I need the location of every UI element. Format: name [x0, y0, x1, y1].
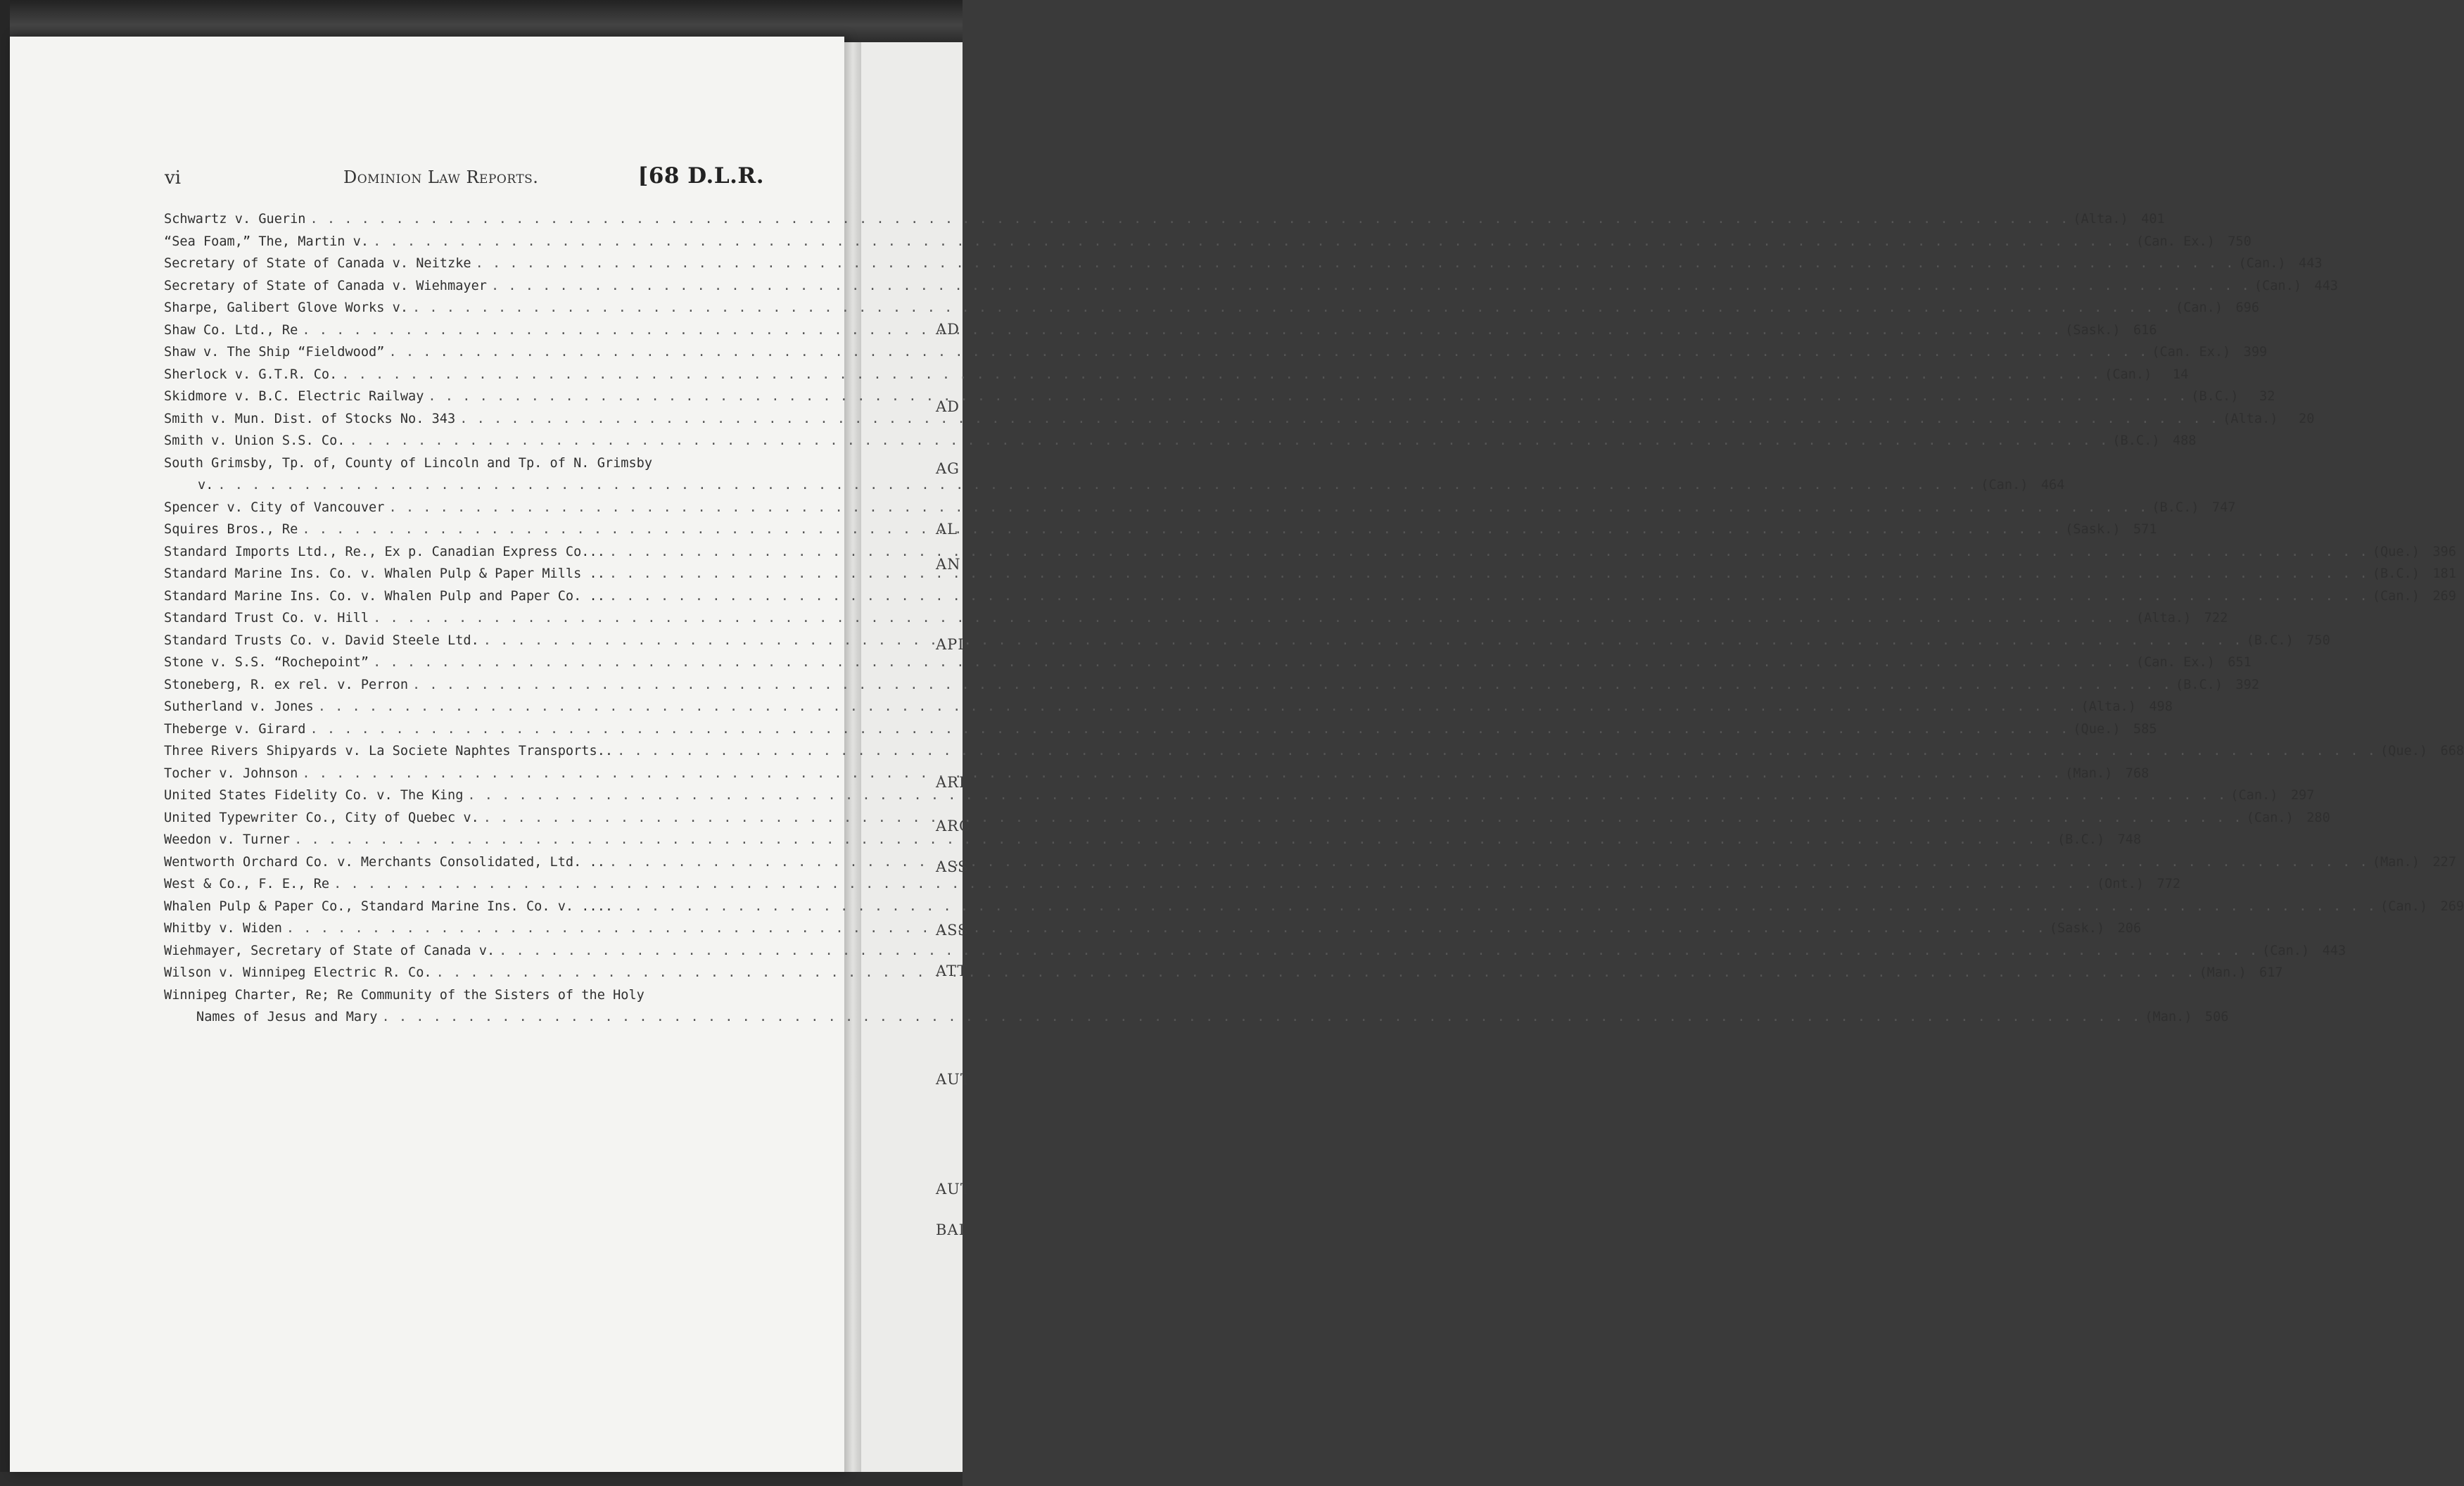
court-abbreviation: (Alta.) [2081, 699, 2136, 714]
court-abbreviation: (Ont.) [2096, 877, 2145, 891]
leader-dots [467, 785, 2226, 807]
scan-left-border [0, 0, 10, 1486]
court-abbreviation: (Man.) [2145, 1010, 2192, 1024]
case-name: Standard Marine Ins. Co. v. Whalen Pulp & Paper Mills .. [164, 566, 605, 581]
page-reference: 227 [2432, 854, 2456, 870]
case-name-continued: v. [198, 478, 214, 493]
leader-dots [483, 807, 2242, 830]
case-name: Standard Imports Ltd., Re., Ex p. Canadian Express Co... [164, 544, 605, 559]
court-abbreviation: (Que.) [2380, 744, 2428, 758]
case-name: Wiehmayer, Secretary of State of Canada v. [164, 943, 495, 958]
case-name: Three Rivers Shipyards v. La Societe Naphtes Transports.. [164, 744, 614, 758]
facing-page-fragment: AD [936, 398, 960, 415]
facing-page-fragment: AG [936, 460, 960, 477]
leader-dots [483, 630, 2242, 652]
index-entry [164, 297, 2260, 319]
case-name: Sharpe, Galibert Glove Works v. [164, 300, 409, 315]
facing-page-fragment: AUT [936, 1181, 971, 1198]
court-abbreviation: (Alta.) [2073, 212, 2128, 227]
case-name: Secretary of State of Canada v. Neitzke [164, 256, 471, 271]
case-name: Wilson v. Winnipeg Electric R. Co. [164, 965, 432, 980]
facing-page-fragment: ASS [936, 922, 969, 939]
index-entry [164, 563, 2456, 585]
running-head [165, 163, 764, 194]
case-name: Standard Marine Ins. Co. v. Whalen Pulp and Paper Co. .. [164, 588, 605, 604]
index-entry [164, 652, 2252, 674]
court-abbreviation: (Que.) [2073, 721, 2121, 737]
page-reference: 616 [2133, 322, 2157, 338]
index-entry [164, 497, 2236, 519]
leader-dots [294, 829, 2053, 851]
court-abbreviation: (Can.) [2380, 898, 2428, 914]
index-entry [164, 341, 2268, 364]
case-name: Winnipeg Charter, Re; Re Community of the Sisters of the Holy [164, 987, 644, 1003]
page-reference: 206 [2117, 921, 2142, 936]
index-entry [164, 896, 2464, 918]
court-abbreviation: (Can.) [2104, 367, 2152, 382]
court-abbreviation: (Can. Ex.) [2152, 345, 2231, 360]
court-abbreviation: (Man.) [2065, 766, 2113, 781]
case-name: Standard Trust Co. v. Hill [164, 611, 369, 625]
index-entry [164, 541, 2456, 564]
court-abbreviation: (Can.) [2262, 943, 2310, 958]
case-name: Whitby v. Widen [164, 921, 282, 936]
facing-page-fragment: BAI [936, 1221, 965, 1238]
page-reference: 498 [2149, 699, 2173, 714]
page-reference: 747 [2211, 500, 2236, 515]
case-name: West & Co., F. E., Re [164, 877, 330, 891]
page-reference: 399 [2243, 345, 2268, 360]
case-name: South Grimsby, Tp. of, County of Lincoln and Tp. of N. Grimsby [164, 455, 653, 471]
index-entry [164, 275, 2339, 298]
index-entry [164, 231, 2252, 253]
case-name: United Typewriter Co., City of Quebec v. [164, 810, 479, 825]
court-abbreviation: (B.C.) [2372, 566, 2420, 581]
index-entry [164, 253, 2323, 275]
case-name: Smith v. Mun. Dist. of Stocks No. 343 [164, 411, 456, 426]
facing-page-fragment: AL [936, 521, 958, 538]
court-abbreviation: (Que.) [2372, 544, 2420, 559]
index-entry [164, 829, 2142, 851]
case-name: United States Fidelity Co. v. The King [164, 788, 464, 803]
court-abbreviation: (Sask.) [2065, 522, 2121, 537]
page-reference: 651 [2228, 655, 2252, 670]
court-abbreviation: (B.C.) [2112, 433, 2160, 448]
court-abbreviation: (B.C.) [2175, 677, 2223, 692]
court-abbreviation: (Man.) [2372, 854, 2420, 870]
index-entry [164, 208, 2165, 231]
leader-dots [373, 652, 2132, 674]
leader-dots [459, 408, 2218, 431]
leader-dots [217, 474, 1976, 497]
index-entry [164, 674, 2260, 697]
leader-dots [617, 740, 2376, 763]
leader-dots [609, 585, 2368, 608]
court-abbreviation: (Can. Ex.) [2135, 234, 2215, 249]
leader-dots [334, 873, 2093, 896]
leader-dots [373, 607, 2132, 630]
leader-dots [609, 563, 2368, 585]
page-reference: 14 [2172, 367, 2189, 382]
index-entry [164, 740, 2464, 763]
leader-dots [341, 364, 2100, 386]
page-reference: 617 [2259, 965, 2283, 980]
page-reference: 464 [2040, 478, 2065, 493]
index-entry [164, 607, 2228, 630]
facing-page-fragment: API [936, 636, 965, 653]
leader-dots [499, 940, 2258, 963]
case-name: Spencer v. City of Vancouver [164, 500, 385, 515]
leader-dots [609, 851, 2368, 874]
leader-dots [302, 319, 2061, 342]
leader-dots [609, 541, 2368, 564]
court-abbreviation: (Sask.) [2049, 921, 2105, 936]
leader-dots [436, 962, 2195, 984]
leader-dots [617, 896, 2376, 918]
leader-dots [388, 341, 2147, 364]
case-name: Tocher v. Johnson [164, 766, 298, 781]
court-abbreviation: (Can.) [1981, 478, 2028, 493]
page-reference: 401 [2141, 212, 2165, 227]
court-abbreviation: (Alta.) [2135, 611, 2192, 625]
index-entry [164, 873, 2181, 896]
facing-page-fragment: ARC [936, 818, 972, 834]
case-name: Shaw v. The Ship “Fieldwood” [164, 345, 385, 360]
case-name: Stoneberg, R. ex rel. v. Perron [164, 677, 409, 692]
page-reference: 181 [2432, 566, 2456, 581]
court-abbreviation: (B.C.) [2191, 389, 2239, 404]
court-abbreviation: (Alta.) [2223, 411, 2278, 426]
index-entry [164, 940, 2346, 963]
page-reference: 443 [2314, 278, 2339, 293]
court-abbreviation: (B.C.) [2057, 832, 2105, 847]
journal-title: Dominion Law Reports. [343, 167, 539, 187]
index-entry [164, 364, 2189, 386]
court-abbreviation: (Can.) [2175, 300, 2223, 315]
page-reference: 297 [2290, 788, 2315, 803]
page-reference: 668 [2440, 744, 2464, 758]
case-name: Stone v. S.S. “Rochepoint” [164, 655, 369, 670]
leader-dots [302, 763, 2061, 785]
case-name: Shaw Co. Ltd., Re [164, 322, 298, 338]
page-reference: 748 [2117, 832, 2142, 847]
page-reference: 722 [2204, 611, 2228, 625]
case-name: Skidmore v. B.C. Electric Railway [164, 389, 424, 404]
leader-dots [381, 1006, 2140, 1029]
court-abbreviation: (Can.) [2238, 256, 2286, 271]
court-abbreviation: (Man.) [2199, 965, 2247, 980]
case-name: Sutherland v. Jones [164, 699, 314, 714]
index-entry [164, 408, 2315, 431]
case-name: Standard Trusts Co. v. David Steele Ltd. [164, 633, 479, 648]
page-reference: 772 [2157, 877, 2181, 891]
court-abbreviation: (Can.) [2246, 810, 2294, 825]
page-reference: 280 [2306, 810, 2330, 825]
case-name: Theberge v. Girard [164, 721, 306, 737]
leader-dots [310, 718, 2069, 741]
case-name: Squires Bros., Re [164, 522, 298, 537]
leader-dots [302, 519, 2061, 541]
index-entry [164, 718, 2157, 741]
facing-page-fragment: AD [936, 321, 960, 338]
index-entry [164, 585, 2456, 608]
court-abbreviation: (B.C.) [2152, 500, 2199, 515]
leader-dots [310, 208, 2069, 231]
leader-dots [318, 696, 2077, 718]
leader-dots [476, 253, 2235, 275]
case-name: Weedon v. Turner [164, 832, 291, 847]
index-entry [164, 430, 2197, 452]
volume-number: [68 D.L.R. [637, 163, 764, 189]
facing-page-fragment: ASS [936, 858, 969, 875]
leader-dots [428, 386, 2187, 408]
leader-dots [412, 297, 2171, 319]
leader-dots [412, 674, 2171, 697]
page-reference: 506 [2204, 1010, 2229, 1024]
page-reference: 750 [2306, 633, 2330, 648]
page-reference: 443 [2322, 943, 2346, 958]
page-reference: 396 [2432, 544, 2456, 559]
scan-top-border [0, 0, 963, 42]
case-name: Sherlock v. G.T.R. Co. [164, 367, 338, 382]
court-abbreviation: (Sask.) [2065, 322, 2121, 338]
index-entry-last [164, 984, 2229, 1029]
leader-dots [373, 231, 2132, 253]
page-reference: 768 [2125, 766, 2149, 781]
leader-dots [491, 275, 2250, 298]
facing-page-fragment: AUT [936, 1071, 971, 1088]
facing-page-fragment: AN [936, 556, 961, 573]
page-reference: 269 [2440, 898, 2464, 914]
leader-dots [286, 917, 2045, 940]
index-entry [164, 696, 2173, 718]
facing-page-fragment: ARI [936, 774, 966, 791]
page-reference: 20 [2299, 411, 2315, 426]
case-name: Secretary of State of Canada v. Wiehmayer [164, 278, 487, 293]
court-abbreviation: (Can. Ex.) [2135, 655, 2215, 670]
page-reference: 392 [2235, 677, 2260, 692]
page-folio: vi [165, 167, 182, 189]
court-abbreviation: (Can.) [2372, 588, 2420, 604]
case-name: Schwartz v. Guerin [164, 212, 306, 227]
page-reference: 750 [2228, 234, 2252, 249]
case-name: Smith v. Union S.S. Co. [164, 433, 345, 448]
case-name-continued: Names of Jesus and Mary [196, 1010, 378, 1024]
page-reference: 571 [2133, 522, 2157, 537]
case-name: Wentworth Orchard Co. v. Merchants Consolidated, Ltd. .. [164, 854, 605, 870]
page-reference: 443 [2299, 256, 2323, 271]
leader-dots [388, 497, 2147, 519]
court-abbreviation: (Can.) [2254, 278, 2302, 293]
leader-dots [349, 430, 2108, 452]
facing-page-fragment: ATT [936, 963, 968, 979]
page-reference: 488 [2172, 433, 2197, 448]
court-abbreviation: (B.C.) [2246, 633, 2294, 648]
scan-bottom-border [0, 1472, 963, 1486]
case-name: “Sea Foam,” The, Martin v. [164, 234, 369, 249]
index-entry [164, 785, 2315, 807]
page-reference: 696 [2235, 300, 2260, 315]
page-reference: 269 [2432, 588, 2456, 604]
page-reference: 585 [2133, 721, 2157, 737]
page-reference: 32 [2259, 389, 2275, 404]
court-abbreviation: (Can.) [2230, 788, 2278, 803]
case-name: Whalen Pulp & Paper Co., Standard Marine Ins. Co. v. .... [164, 898, 614, 914]
